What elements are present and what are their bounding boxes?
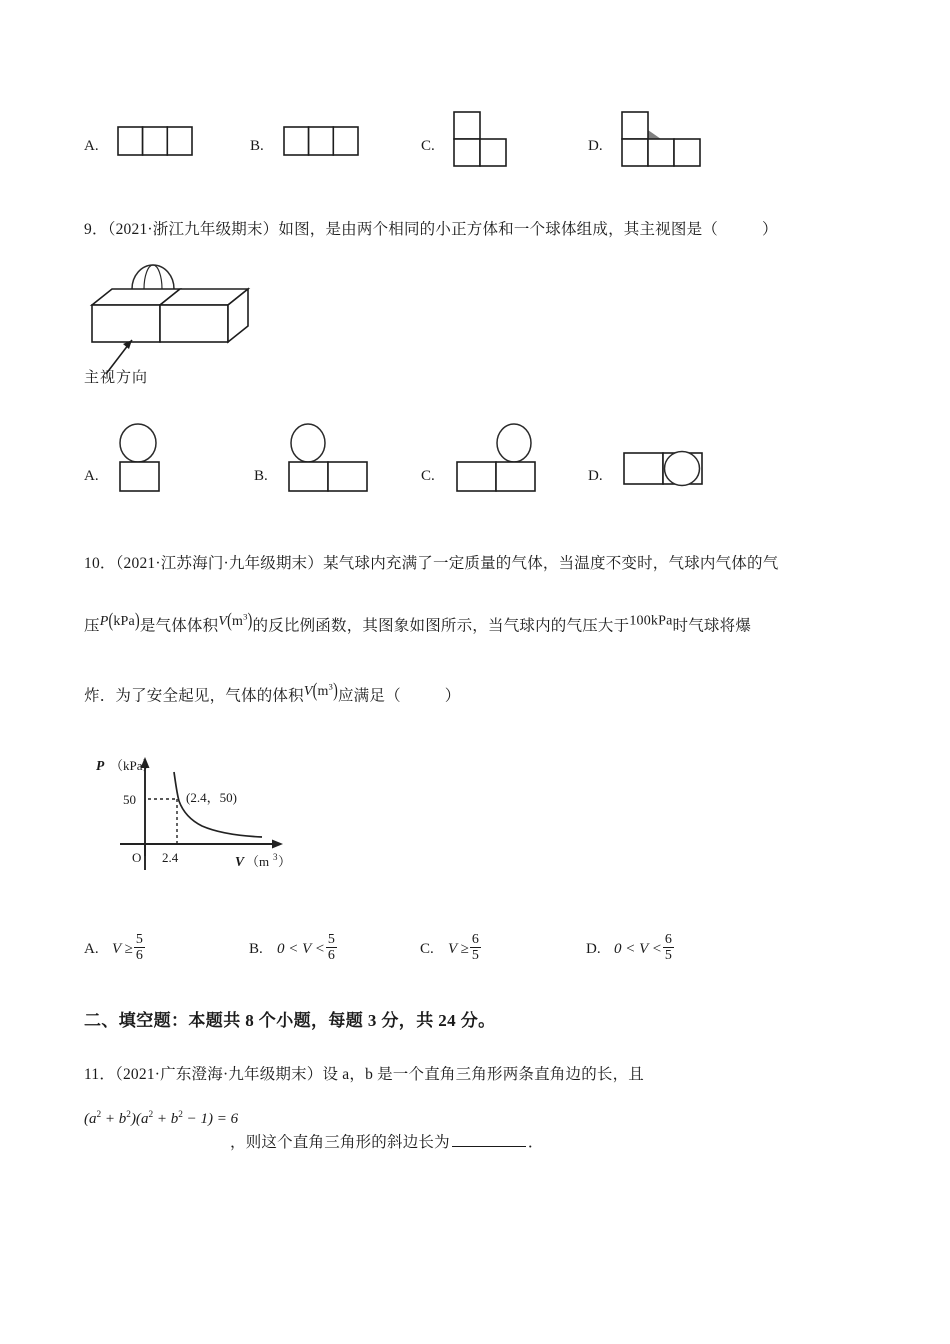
q10-option-c-label: C. (420, 941, 434, 957)
y-axis-label-var: P (96, 758, 105, 773)
q8-option-c-label: C. (421, 138, 435, 154)
x-axis-label-unit: （m (246, 854, 270, 869)
q11-answer-blank[interactable] (452, 1133, 526, 1147)
q8-option-d-label: D. (588, 138, 603, 154)
x-axis-label-sup: 3 (273, 852, 278, 862)
q10-line2-mid1: 是气体体积 (139, 617, 219, 635)
q9-number: 9． (84, 221, 108, 238)
q9-option-c-label: C. (421, 468, 435, 484)
q10-graph (90, 748, 320, 873)
q11-stem-line1 (84, 1063, 644, 1086)
q11-text: 设 a，b 是一个直角三角形两条直角边的长，且 (322, 1066, 644, 1083)
q10-math-pressure: P(kPa) (99, 610, 140, 633)
q9-option-d-figure (617, 445, 709, 491)
q9-text: 如图，是由两个相同的小正方体和一个球体组成，其主视图是（ (278, 221, 718, 238)
q10-line3-close-paren: ） (444, 687, 461, 705)
q10-line3-prefix: 炸．为了安全起见，气体的体积 (84, 687, 304, 705)
q10-line2-prefix: 压 (84, 617, 100, 635)
q8-option-b-label: B. (250, 138, 264, 154)
q10-option-d-label: D. (586, 941, 601, 957)
q9-stem (84, 218, 778, 241)
q9-option-d-label: D. (588, 468, 603, 484)
q10-math-volume-2: $V(m^3)$ (303, 680, 338, 703)
section-2-heading: 二、填空题：本题共 8 个小题，每题 3 分，共 24 分。 (84, 1011, 496, 1030)
y-tick-50: 50 (123, 792, 136, 807)
q10-line3-suffix: 应满足（ (337, 687, 401, 705)
q10-line2-suffix: 时气球将爆 (672, 617, 752, 635)
origin-label: O (132, 850, 142, 865)
q10-option-b-expr: 0 < V < $\frac{5}{6}$ (277, 932, 335, 964)
q8-option-a-label: A. (84, 138, 99, 154)
q10-option-b-label: B. (249, 941, 263, 957)
q10-stem-line3 (84, 680, 460, 708)
q11-equation: $(a^2 + b^2)(a^2 + b^2 - 1) = 6$ (84, 1110, 239, 1127)
q9-option-b-label: B. (254, 468, 268, 484)
q11-line2-end: ． (527, 1134, 544, 1151)
q10-option-a-label: A. (84, 941, 99, 957)
q11-number: 11． (84, 1066, 116, 1083)
x-tick-2point4: 2.4 (162, 850, 179, 865)
q9-solid-figure (84, 262, 259, 362)
q11-stem-line2 (230, 1131, 544, 1154)
q8-option-c-figure (452, 110, 512, 170)
q10-stem-line2 (84, 610, 751, 638)
q10-option-d-expr: 0 < V < $\frac{6}{5}$ (614, 932, 672, 964)
x-axis-label-var: V (235, 854, 245, 869)
q9-option-b-figure (282, 422, 374, 494)
q10-option-a-expr: V ≥ $\frac{5}{6}$ (112, 932, 143, 964)
x-axis-label-end: ） (278, 854, 292, 869)
q10-math-volume-1: $V(m^3)$ (218, 610, 253, 633)
q10-text-line1: 某气球内充满了一定质量的气体，当温度不变时，气球内气体的气 (323, 555, 779, 572)
q10-number: 10． (84, 555, 116, 572)
q10-stem-line1 (84, 552, 778, 575)
q11-line2-text: ，则这个直角三角形的斜边长为 (230, 1134, 450, 1151)
q10-option-c-expr: V ≥ $\frac{6}{5}$ (448, 932, 479, 964)
q10-source: （2021·江苏海门·九年级期末） (115, 555, 324, 572)
point-annotation: (2.4，50) (186, 790, 237, 805)
q9-option-c-figure (450, 422, 542, 494)
q8-option-d-figure (620, 110, 706, 170)
q11-source: （2021·广东澄海·九年级期末） (115, 1066, 323, 1083)
q8-option-b-figure (282, 125, 360, 157)
q9-close-paren: ） (761, 221, 778, 238)
q9-source: （2021·浙江九年级期末） (107, 221, 279, 238)
q10-threshold: 100kPa (629, 613, 673, 629)
y-axis-label-unit: （kPa） (110, 758, 156, 773)
q9-option-a-label: A. (84, 468, 99, 484)
q9-option-a-figure (112, 422, 168, 494)
q8-option-a-figure (116, 125, 194, 157)
q10-line2-mid2: 的反比例函数，其图象如图所示，当气球内的气压大于 (252, 617, 630, 635)
q9-direction-label: 主视方向 (84, 369, 149, 386)
